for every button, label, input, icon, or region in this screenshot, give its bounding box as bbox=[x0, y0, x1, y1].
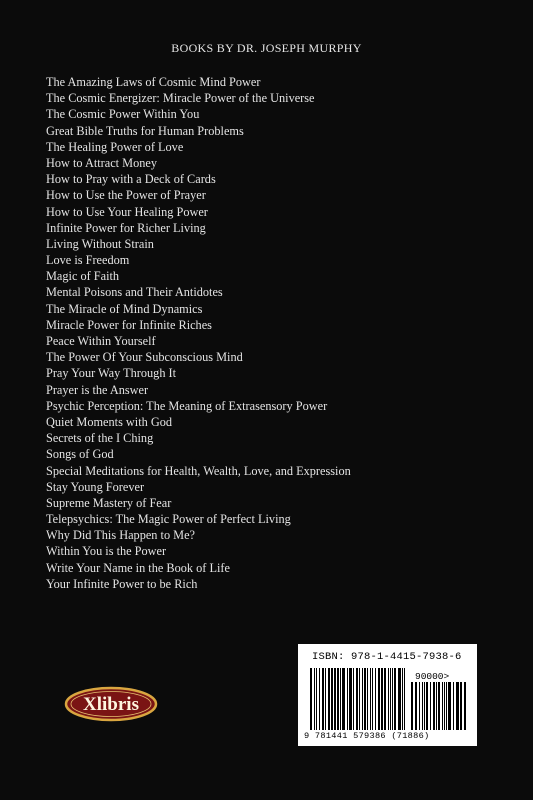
barcode-bar bbox=[426, 682, 428, 730]
barcode-bar bbox=[415, 682, 417, 730]
barcode-bar bbox=[424, 682, 425, 730]
barcode-bar bbox=[430, 682, 431, 730]
book-title: How to Use Your Healing Power bbox=[46, 204, 208, 219]
book-title: How to Attract Money bbox=[46, 155, 157, 170]
barcode-bar bbox=[359, 668, 360, 730]
barcode-bar bbox=[334, 668, 336, 730]
barcode-bar bbox=[404, 668, 405, 730]
isbn-label: ISBN: 978-1-4415-7938-6 bbox=[312, 651, 462, 663]
books-list bbox=[46, 74, 351, 592]
barcode-bar bbox=[319, 668, 320, 730]
book-title: Secrets of the I Ching bbox=[46, 431, 154, 446]
barcode-bar bbox=[398, 668, 401, 730]
barcode-bar bbox=[378, 668, 380, 730]
barcode-bar bbox=[392, 668, 393, 730]
book-title: Infinite Power for Richer Living bbox=[46, 220, 206, 235]
barcode-digits: 9 781441 579386 (71886) bbox=[304, 731, 430, 741]
barcode-bar bbox=[442, 682, 443, 730]
book-title: Why Did This Happen to Me? bbox=[46, 528, 196, 543]
barcode-bar bbox=[347, 668, 348, 730]
barcode-bar bbox=[438, 682, 440, 730]
barcode-bar bbox=[353, 668, 354, 730]
book-title: Love is Freedom bbox=[46, 253, 130, 268]
barcode-bar bbox=[322, 668, 324, 730]
price-code: 90000> bbox=[415, 671, 450, 682]
barcode-bar bbox=[464, 682, 466, 730]
book-title: Prayer is the Answer bbox=[46, 382, 149, 397]
book-title: Within You is the Power bbox=[46, 544, 167, 559]
barcode-bar bbox=[411, 682, 413, 730]
barcode-bar bbox=[453, 682, 454, 730]
barcode-bar bbox=[433, 682, 435, 730]
book-title: Pray Your Way Through It bbox=[46, 366, 177, 381]
book-title: Quiet Moments with God bbox=[46, 414, 173, 429]
book-title: Living Without Strain bbox=[46, 236, 154, 251]
book-title: Special Meditations for Health, Wealth, Love, and Expression bbox=[46, 463, 351, 478]
book-title: Supreme Mastery of Fear bbox=[46, 495, 172, 510]
book-title: The Cosmic Energizer: Miracle Power of the Universe bbox=[46, 91, 315, 106]
barcode-bar bbox=[337, 668, 339, 730]
xlibris-logo bbox=[64, 686, 158, 722]
barcode-bar bbox=[362, 668, 363, 730]
barcode-bar bbox=[372, 668, 373, 730]
barcode-bar bbox=[460, 682, 462, 730]
barcode-bar bbox=[331, 668, 333, 730]
price-barcode bbox=[411, 682, 467, 730]
barcode-bar bbox=[349, 668, 352, 730]
book-title: The Amazing Laws of Cosmic Mind Power bbox=[46, 75, 261, 89]
barcode-bar bbox=[367, 668, 368, 730]
barcode-bar bbox=[342, 668, 345, 730]
book-title: Peace Within Yourself bbox=[46, 334, 156, 348]
logo-wordmark: Xlibris bbox=[83, 694, 139, 715]
barcode-bar bbox=[419, 682, 420, 730]
book-title: Psychic Perception: The Meaning of Extrasensory Power bbox=[46, 398, 328, 413]
barcode-bar bbox=[394, 668, 396, 730]
barcode-bar bbox=[328, 668, 330, 730]
book-title: The Cosmic Power Within You bbox=[46, 107, 200, 122]
book-title: Magic of Faith bbox=[46, 269, 120, 284]
barcode-bar bbox=[364, 668, 366, 730]
books-list-heading: BOOKS BY DR. JOSEPH MURPHY bbox=[171, 41, 362, 55]
barcode-bar bbox=[456, 682, 459, 730]
barcode-bar bbox=[314, 668, 315, 730]
book-title: Mental Poisons and Their Antidotes bbox=[46, 285, 223, 300]
isbn-barcode bbox=[310, 668, 408, 730]
barcode-bar bbox=[370, 668, 371, 730]
barcode-bar bbox=[448, 682, 451, 730]
book-title: Songs of God bbox=[46, 447, 114, 462]
book-title: How to Use the Power of Prayer bbox=[46, 188, 206, 203]
book-title: Telepsychics: The Magic Power of Perfect Living bbox=[46, 512, 291, 527]
book-title: Stay Young Forever bbox=[46, 479, 145, 494]
barcode-bar bbox=[436, 682, 437, 730]
barcode-bar bbox=[384, 668, 386, 730]
book-title: The Power Of Your Subconscious Mind bbox=[46, 350, 243, 365]
book-title: The Miracle of Mind Dynamics bbox=[46, 301, 203, 316]
barcode-bar bbox=[375, 668, 376, 730]
barcode-bar bbox=[381, 668, 383, 730]
book-title: The Healing Power of Love bbox=[46, 139, 184, 154]
barcode-bar bbox=[422, 682, 423, 730]
barcode-bar bbox=[316, 668, 317, 730]
barcode-bar bbox=[340, 668, 341, 730]
book-title: How to Pray with a Deck of Cards bbox=[46, 172, 216, 187]
barcode-bar bbox=[388, 668, 389, 730]
barcode-panel bbox=[298, 644, 477, 746]
barcode-bar bbox=[446, 682, 447, 730]
barcode-bar bbox=[325, 668, 326, 730]
book-title: Write Your Name in the Book of Life bbox=[46, 560, 230, 575]
book-title: Your Infinite Power to be Rich bbox=[46, 576, 198, 591]
barcode-bar bbox=[444, 682, 445, 730]
barcode-bar bbox=[390, 668, 391, 730]
barcode-bar bbox=[310, 668, 312, 730]
barcode-bar bbox=[402, 668, 403, 730]
book-title: Great Bible Truths for Human Problems bbox=[46, 123, 244, 138]
barcode-bar bbox=[356, 668, 358, 730]
book-title: Miracle Power for Infinite Riches bbox=[46, 317, 212, 332]
